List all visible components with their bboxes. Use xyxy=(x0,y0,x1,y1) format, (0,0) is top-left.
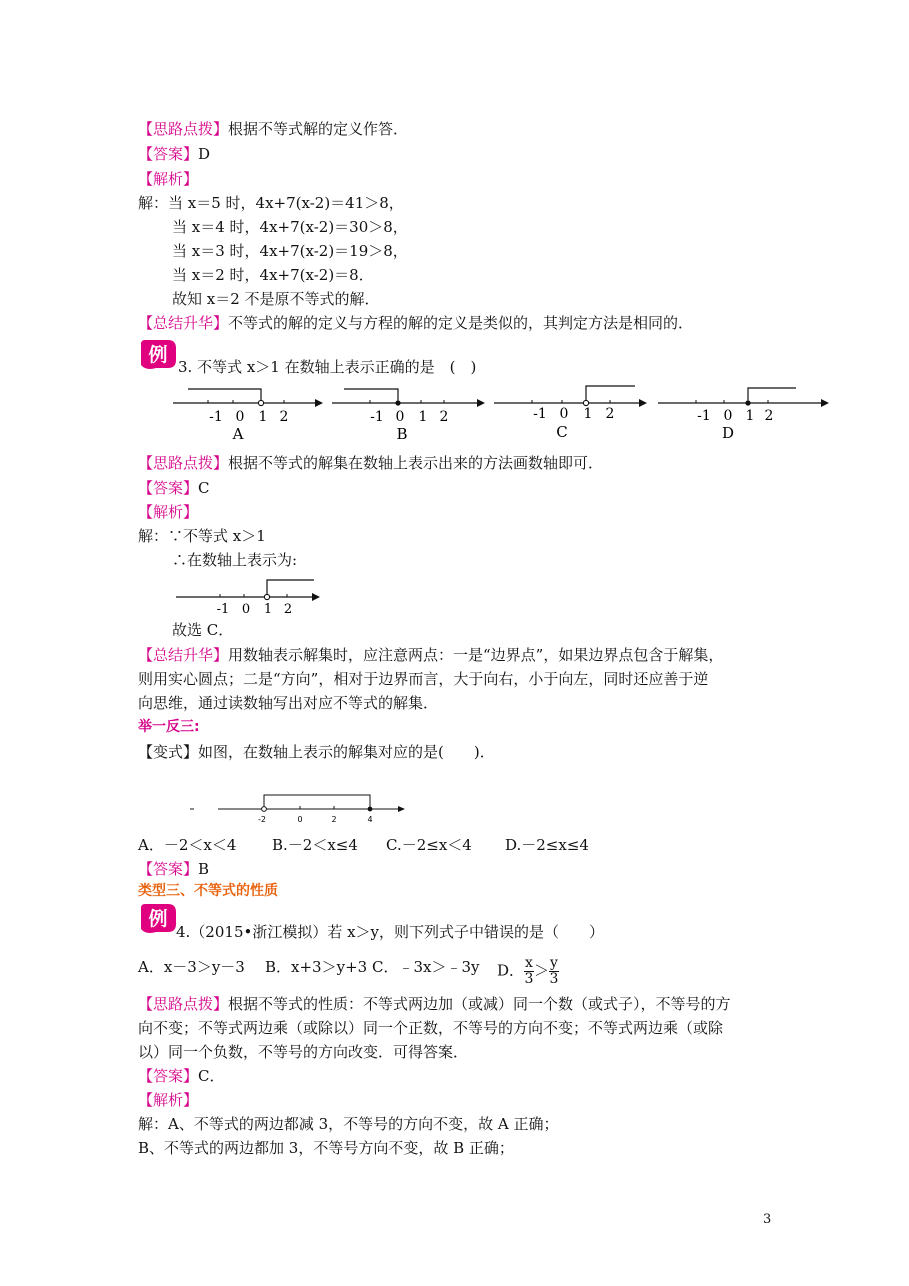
variant-option-d: D.－2≤x≤4 xyxy=(505,836,589,854)
example-4-question: 4.（2015•浙江模拟）若 x＞y，则下列式子中错误的是（ ） xyxy=(176,923,605,941)
tick-label: -1 xyxy=(209,409,223,425)
hint-line-4a: 【思路点拨】根据不等式的性质：不等式两边加（或减）同一个数（或式子），不等号的方 xyxy=(138,995,731,1013)
tick-label: 2 xyxy=(279,409,289,425)
summary-line-1: 【总结升华】不等式的解的定义与方程的解的定义是类似的，其判定方法是相同的． xyxy=(138,314,694,332)
ex4-option-a: A．x－3＞y－3 xyxy=(138,958,245,976)
answer-line-1: 【答案】D xyxy=(138,145,211,163)
tick-label: 4 xyxy=(367,815,373,824)
number-line-solution xyxy=(172,576,332,620)
tick-label: 1 xyxy=(258,409,268,425)
solution-3-line-2: ∴在数轴上表示为: xyxy=(172,551,298,569)
tick-label: -1 xyxy=(697,408,711,424)
variant-question: 【变式】如图，在数轴上表示的解集对应的是( )． xyxy=(138,743,495,761)
tick-label: -2 xyxy=(258,815,266,824)
tick-label: 1 xyxy=(418,409,428,425)
hint-line-1: 【思路点拨】根据不等式解的定义作答． xyxy=(138,120,409,138)
variant-answer: 【答案】B xyxy=(138,860,210,878)
hint-line-4c: 以）同一个负数，不等号的方向改变．可得答案． xyxy=(138,1043,469,1061)
tick-label: 1 xyxy=(263,602,273,617)
variant-option-b: B.－2＜x≤4 xyxy=(272,836,358,854)
tick-label: 0 xyxy=(241,602,251,617)
tick-label: -1 xyxy=(370,409,384,425)
number-line-option-c xyxy=(492,380,652,442)
example-badge-icon xyxy=(138,902,178,936)
hint-line-3: 【思路点拨】根据不等式的解集在数轴上表示出来的方法画数轴即可． xyxy=(138,454,604,472)
summary-line-3c: 向思维，通过读数轴写出对应不等式的解集． xyxy=(138,694,439,712)
option-letter: B xyxy=(396,425,408,442)
example-badge-icon xyxy=(138,338,178,372)
ex4-option-b: B．x+3＞y+3 xyxy=(265,958,368,976)
tick-label: 2 xyxy=(331,815,337,824)
example-badge-text: 例 xyxy=(148,908,168,930)
solution-3-line-1: 解：∵不等式 x＞1 xyxy=(138,527,266,545)
tick-label: 2 xyxy=(439,409,449,425)
number-line-option-b xyxy=(330,380,490,442)
tick-label: -1 xyxy=(216,602,230,617)
tick-label: 0 xyxy=(395,409,405,425)
tick-label: 0 xyxy=(297,815,303,824)
tick-label: 0 xyxy=(559,406,569,422)
option-letter: A xyxy=(232,425,244,442)
tick-label: 2 xyxy=(764,408,774,424)
page-number: 3 xyxy=(763,1212,772,1227)
option-letter: D xyxy=(721,424,735,442)
fraction-y-over-3: $\frac{y}{3}$ xyxy=(549,955,559,987)
ex4-option-c: C．﹣3x＞﹣3y xyxy=(372,958,480,976)
variant-option-a: A．－2＜x＜4 xyxy=(138,836,237,854)
solution-line-2: 当 x＝4 时，4x+7(x-2)＝30＞8， xyxy=(172,218,408,236)
section-heading-type3: 类型三、不等式的性质 xyxy=(138,883,278,899)
analysis-tag-4: 【解析】 xyxy=(138,1091,199,1109)
number-line-option-d xyxy=(656,380,836,442)
tick-label: 1 xyxy=(583,406,593,422)
answer-line-4: 【答案】C． xyxy=(138,1067,225,1085)
answer-line-3: 【答案】C xyxy=(138,479,210,497)
tick-label: 1 xyxy=(745,408,755,424)
fraction-x-over-3: $\frac{x}{3}$ xyxy=(524,955,534,987)
tick-label: 2 xyxy=(283,602,293,617)
number-line-variant xyxy=(188,790,413,824)
solution-4-line-1: 解：A、不等式的两边都减 3，不等号的方向不变，故 A 正确； xyxy=(138,1115,559,1133)
solution-line-3: 当 x＝3 时，4x+7(x-2)＝19＞8， xyxy=(172,242,408,260)
hint-line-4b: 向不变；不等式两边乘（或除以）同一个正数，不等号的方向不变；不等式两边乘（或除 xyxy=(138,1019,724,1037)
number-line-option-a xyxy=(168,380,328,442)
solution-line-5: 故知 x＝2 不是原不等式的解． xyxy=(172,290,380,308)
solution-3-line-3: 故选 C． xyxy=(172,621,234,639)
solution-line-4: 当 x＝2 时，4x+7(x-2)＝8． xyxy=(172,266,374,284)
solution-4-line-2: B、不等式的两边都加 3，不等号方向不变，故 B 正确； xyxy=(138,1139,514,1157)
tick-label: 2 xyxy=(605,406,615,422)
analysis-tag-3: 【解析】 xyxy=(138,503,199,521)
variant-heading: 举一反三: xyxy=(138,719,200,735)
summary-line-3b: 则用实心圆点；二是“方向”，相对于边界而言，大于向右，小于向左，同时还应善于逆 xyxy=(138,670,709,688)
solution-line-1: 解：当 x＝5 时，4x+7(x-2)＝41＞8， xyxy=(138,194,404,212)
variant-option-c: C.－2≤x＜4 xyxy=(386,836,472,854)
tick-label: -1 xyxy=(533,406,547,422)
example-badge-text: 例 xyxy=(148,344,168,366)
ex4-option-d: D． $\frac{x}{3}$ ＞ $\frac{y}{3}$ xyxy=(497,955,559,987)
tick-label: 0 xyxy=(235,409,245,425)
example-3-question: 3. 不等式 x＞1 在数轴上表示正确的是 ( ) xyxy=(178,358,477,376)
tick-label: 0 xyxy=(723,408,733,424)
summary-line-3a: 【总结升华】用数轴表示解集时，应注意两点：一是“边界点”，如果边界点包含于解集， xyxy=(138,646,724,664)
option-letter: C xyxy=(556,423,568,441)
analysis-tag-1: 【解析】 xyxy=(138,170,199,188)
